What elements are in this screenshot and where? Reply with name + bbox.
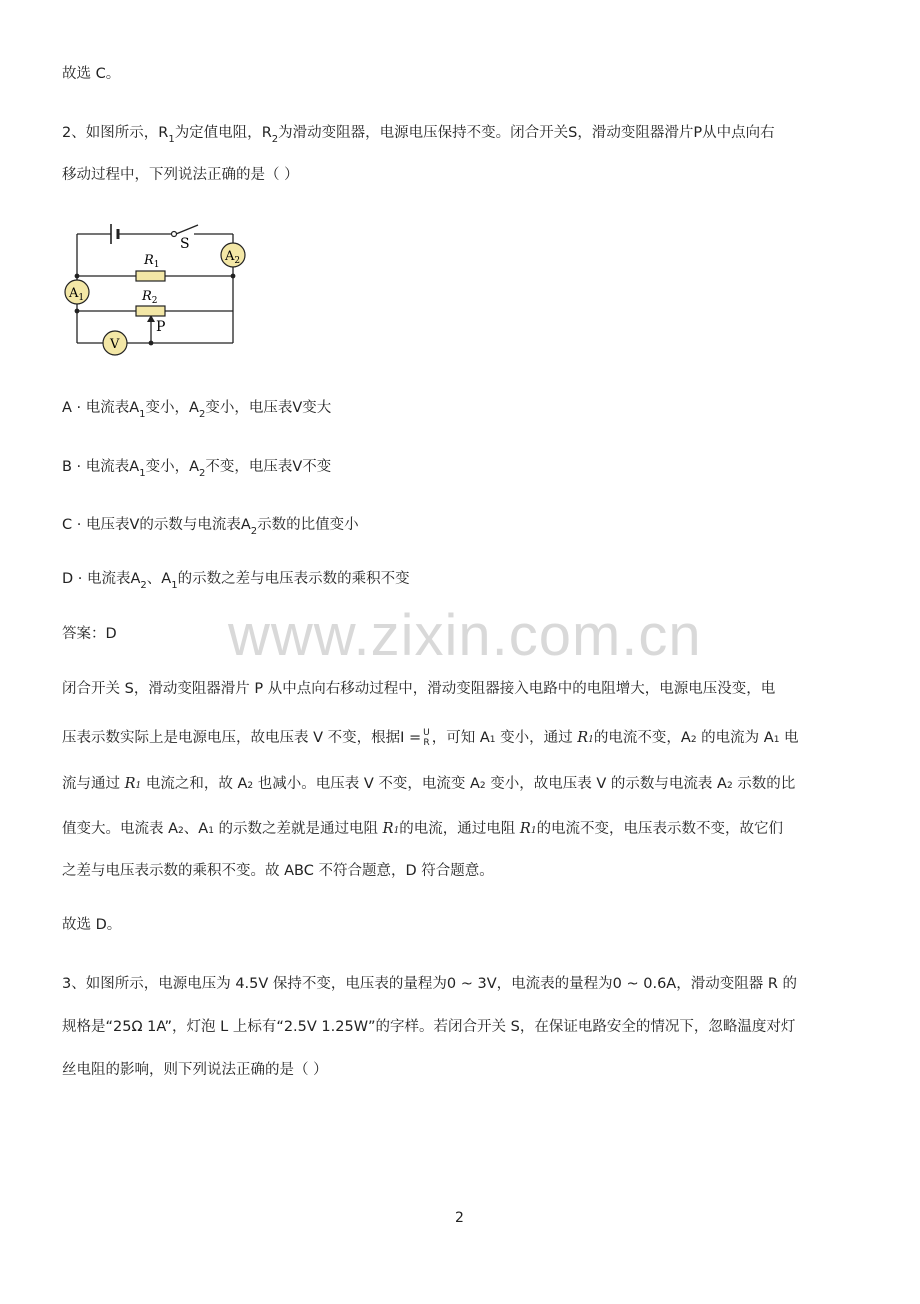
meter-symbol: A — [130, 571, 141, 587]
meter-symbol: A — [240, 517, 251, 533]
exp4-e: 的电流不变，电压表示数不变，故它们 — [536, 821, 784, 837]
option-d-mid: 、 — [146, 571, 162, 587]
explanation-line2 — [62, 726, 799, 748]
subscript: 2 — [690, 735, 697, 745]
meter-subscript: 2 — [199, 468, 206, 479]
meter-symbol: A — [189, 459, 199, 475]
exp2-d: 的电流不变，A — [593, 730, 691, 746]
a1-label: A — [69, 286, 79, 301]
exp2-a: 压表示数实际上是电源电压，故电压表 V 不变，根据I = — [62, 730, 422, 746]
meter-subscript: 2 — [198, 409, 206, 420]
q2-stem-line2: 移动过程中，下列说法正确的是（ ） — [62, 167, 299, 183]
fraction-u-over-r — [423, 728, 430, 748]
r1-subscript: 1 — [168, 134, 175, 145]
exp2-f: 电 — [779, 730, 799, 746]
subscript: 2 — [479, 781, 486, 791]
exp3-d: 变小，故电压表 V 的示数与电流表 A — [485, 776, 727, 792]
q2-stem-c: 为滑动变阻器，电源电压保持不变。闭合开关S，滑动变阻器滑片P从中点向右 — [278, 125, 775, 141]
q2-stem-b: 为定值电阻， — [174, 125, 262, 141]
meter-subscript: 1 — [171, 580, 178, 591]
meter-symbol: A — [129, 459, 140, 475]
option-c-text: C · 电压表V的示数与电流表 — [62, 517, 241, 533]
subscript: 1 — [208, 826, 214, 836]
fig-r2-subscript: 2 — [151, 296, 158, 306]
explanation-line4 — [62, 817, 783, 838]
subscript: 1 — [530, 826, 537, 836]
a2-subscript: 2 — [234, 256, 241, 266]
subscript: 1 — [773, 735, 780, 745]
fraction-denominator: R — [423, 738, 430, 748]
subscript: 2 — [247, 781, 254, 791]
subscript: 2 — [726, 781, 733, 791]
prev-conclusion: 故选 C。 — [62, 66, 121, 82]
exp4-d: 的电流，通过电阻 — [399, 821, 520, 837]
meter-subscript: 2 — [140, 580, 147, 591]
answer-line: 答案：D — [62, 626, 117, 642]
page-number: 2 — [455, 1210, 464, 1226]
q3-line3: 丝电阻的影响，则下列说法正确的是（ ） — [62, 1062, 328, 1078]
option-a[interactable] — [62, 396, 332, 420]
subscript: 1 — [489, 735, 496, 745]
q3-line1: 3、如图所示，电源电压为 4.5V 保持不变，电压表的量程为0 ~ 3V，电流表的量程为0 ~ 0.6A，滑动变阻器 R 的 — [62, 976, 798, 992]
r2-resistor — [136, 306, 165, 316]
r1-resistor — [136, 271, 165, 281]
exp2-b: ，可知 A — [431, 730, 490, 746]
explanation-line1: 闭合开关 S，滑动变阻器滑片 P 从中点向右移动过程中，滑动变阻器接入电路中的电阻增大，电源电压没变，电 — [62, 681, 776, 697]
circuit-diagram — [60, 214, 250, 364]
fig-r2-label: R — [142, 289, 152, 304]
meter-subscript: 2 — [250, 526, 258, 537]
explanation-line5: 之差与电压表示数的乘积不变。故 ABC 不符合题意，D 符合题意。 — [62, 863, 494, 879]
option-d[interactable] — [62, 567, 410, 591]
subscript: 1 — [135, 781, 142, 791]
q2-stem-line1 — [62, 121, 775, 145]
exp3-c: 也减小。电压表 V 不变，电流变 A — [253, 776, 480, 792]
exp4-a: 值变大。电流表 A — [62, 821, 179, 837]
fig-r1-label: R — [144, 253, 154, 268]
r-symbol: R — [382, 821, 394, 837]
r-symbol: R — [577, 730, 589, 746]
meter-symbol: A — [161, 571, 172, 587]
slider-label: P — [156, 319, 166, 335]
r-symbol: R — [124, 776, 136, 792]
svg-text:R1 — [143, 253, 160, 270]
option-b[interactable] — [62, 455, 332, 479]
fraction-numerator: U — [423, 728, 430, 738]
r2-subscript: 2 — [271, 134, 279, 145]
option-a-mid: 变小， — [145, 400, 190, 416]
meter-symbol: A — [129, 400, 140, 416]
meter-symbol: A — [189, 400, 199, 416]
q2-stem-a: 如图所示， — [85, 125, 159, 141]
fig-r1-subscript: 1 — [153, 260, 160, 270]
exp2-e: 的电流为 A — [696, 730, 774, 746]
watermark: www.zixin.com.cn — [228, 603, 702, 668]
q2-number: 2、 — [62, 125, 86, 141]
exp3-a: 流与通过 — [62, 776, 125, 792]
exp3-b: 电流之和，故 A — [141, 776, 248, 792]
r1-symbol: R — [158, 125, 169, 141]
exp3-e: 示数的比 — [732, 776, 796, 792]
q3-line2: 规格是“25Ω 1A”，灯泡 L 上标有“2.5V 1.25W”的字样。若闭合开关 S，在保证电路安全的情况下，忽略温度对灯 — [62, 1019, 796, 1035]
option-d-post: 的示数之差与电压表示数的乘积不变 — [177, 571, 410, 587]
q2-conclusion: 故选 D。 — [62, 917, 122, 933]
option-a-post: 变小，电压表V变大 — [205, 400, 332, 416]
option-a-text: A · 电流表 — [62, 400, 130, 416]
option-b-text: B · 电流表 — [62, 459, 130, 475]
option-c[interactable] — [62, 513, 359, 537]
svg-text:R2 — [141, 289, 158, 306]
option-b-post: 不变，电压表V不变 — [205, 459, 332, 475]
meter-subscript: 1 — [139, 468, 146, 479]
switch-label: S — [180, 236, 190, 252]
subscript: 1 — [588, 735, 594, 745]
subscript: 1 — [393, 826, 400, 836]
voltmeter-label: V — [110, 337, 120, 352]
explanation-line3 — [62, 772, 795, 793]
a1-subscript: 1 — [78, 293, 85, 303]
option-c-post: 示数的比值变小 — [257, 517, 359, 533]
exp4-b: 、A — [183, 821, 209, 837]
r2-symbol: R — [261, 125, 272, 141]
subscript: 2 — [178, 826, 184, 836]
option-b-mid: 变小， — [145, 459, 190, 475]
a2-label: A — [225, 249, 235, 264]
option-d-text: D · 电流表 — [62, 571, 131, 587]
exp4-c: 的示数之差就是通过电阻 — [213, 821, 383, 837]
meter-subscript: 1 — [139, 409, 146, 420]
exp2-c: 变小，通过 — [495, 730, 578, 746]
r-symbol: R — [519, 821, 531, 837]
